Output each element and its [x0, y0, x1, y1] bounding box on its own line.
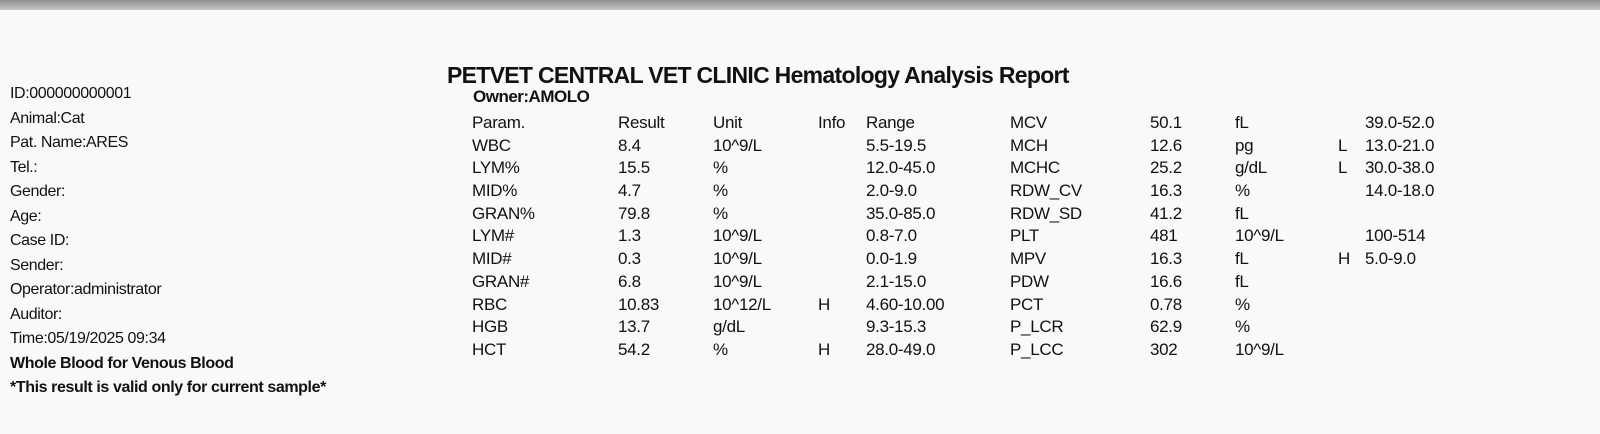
range-right: 30.0-38.0 [1365, 158, 1435, 178]
animal-type: Animal:Cat [10, 109, 85, 127]
table-row [0, 316, 1600, 339]
report-title: PETVET CENTRAL VET CLINIC Hematology Analysis Report [447, 62, 1069, 88]
unit-left: 10^9/L [713, 226, 762, 246]
mcv-param: MCV [1010, 113, 1047, 132]
param-left: HCT [472, 339, 507, 359]
validity-note: *This result is valid only for current sample* [10, 379, 326, 396]
range-right: 14.0-18.0 [1365, 181, 1435, 201]
param-left: WBC [472, 135, 511, 155]
range-left: 0.8-7.0 [866, 226, 917, 246]
auditor: Auditor: [10, 305, 62, 323]
unit-left: % [713, 339, 728, 359]
table-row [0, 225, 1600, 248]
flag-right: L [1338, 135, 1348, 155]
unit-right: g/dL [1235, 158, 1267, 178]
unit-left: 10^12/L [713, 294, 771, 314]
result-right: 0.78 [1150, 294, 1182, 314]
result-right: 16.6 [1150, 271, 1182, 291]
table-row [0, 271, 1600, 294]
operator: Operator:administrator [10, 281, 162, 298]
header-range: Range [866, 113, 915, 132]
mcv-unit: fL [1235, 113, 1249, 132]
unit-left: 10^9/L [713, 271, 762, 291]
range-right: 100-514 [1365, 226, 1426, 246]
result-left: 4.7 [618, 181, 641, 201]
age: Age: [10, 207, 42, 225]
flag-left: H [818, 339, 830, 359]
param-right: RDW_CV [1010, 181, 1082, 201]
range-left: 28.0-49.0 [866, 339, 936, 359]
result-right: 16.3 [1150, 249, 1182, 269]
param-right: MCHC [1010, 158, 1060, 178]
unit-left: g/dL [713, 317, 745, 337]
unit-right: 10^9/L [1235, 226, 1284, 246]
header-param: Param. [472, 113, 525, 132]
param-right: RDW_SD [1010, 203, 1082, 223]
results-table [0, 112, 1600, 362]
table-row [0, 248, 1600, 271]
patient-id: ID:000000000001 [10, 85, 132, 102]
mcv-result: 50.1 [1150, 113, 1182, 132]
result-left: 79.8 [618, 203, 650, 223]
result-left: 8.4 [618, 135, 641, 155]
table-row [0, 135, 1600, 158]
gender: Gender: [10, 183, 66, 200]
param-right: PCT [1010, 294, 1044, 314]
param-left: MID# [472, 249, 512, 269]
table-row [0, 157, 1600, 180]
unit-right: % [1235, 294, 1250, 314]
result-right: 12.6 [1150, 135, 1182, 155]
range-left: 0.0-1.9 [866, 249, 917, 269]
param-left: GRAN# [472, 271, 530, 291]
range-left: 2.0-9.0 [866, 181, 917, 201]
owner-name: Owner:AMOLO [473, 87, 590, 106]
patient-name: Pat. Name:ARES [10, 134, 129, 151]
unit-right: % [1235, 181, 1250, 201]
flag-left: H [818, 294, 830, 314]
sender: Sender: [10, 256, 64, 274]
param-left: GRAN% [472, 203, 535, 223]
param-right: MPV [1010, 249, 1046, 269]
unit-left: % [713, 181, 728, 201]
result-right: 41.2 [1150, 203, 1182, 223]
unit-right: pg [1235, 135, 1254, 155]
result-left: 13.7 [618, 317, 650, 337]
result-left: 10.83 [618, 294, 660, 314]
param-right: P_LCR [1010, 317, 1064, 337]
param-left: RBC [472, 294, 507, 314]
result-right: 302 [1150, 339, 1178, 359]
header-unit: Unit [713, 113, 743, 132]
param-right: PDW [1010, 271, 1049, 291]
telephone: Tel.: [10, 158, 38, 176]
unit-right: fL [1235, 249, 1249, 269]
header-result: Result [618, 113, 665, 132]
param-right: MCH [1010, 135, 1048, 155]
test-time: Time:05/19/2025 09:34 [10, 330, 166, 347]
table-row [0, 294, 1600, 317]
param-right: PLT [1010, 226, 1040, 246]
result-left: 6.8 [618, 271, 641, 291]
range-right: 5.0-9.0 [1365, 249, 1416, 269]
table-row [0, 180, 1600, 203]
flag-right: H [1338, 249, 1350, 269]
range-left: 12.0-45.0 [866, 158, 936, 178]
table-header-row [0, 112, 1600, 135]
unit-left: 10^9/L [713, 249, 762, 269]
result-left: 0.3 [618, 249, 641, 269]
case-id: Case ID: [10, 232, 70, 249]
param-left: MID% [472, 181, 518, 201]
result-left: 15.5 [618, 158, 650, 178]
unit-right: fL [1235, 203, 1249, 223]
table-row [0, 203, 1600, 226]
mcv-range: 39.0-52.0 [1365, 113, 1435, 132]
flag-right: L [1338, 158, 1348, 178]
param-right: P_LCC [1010, 339, 1064, 359]
range-right: 13.0-21.0 [1365, 135, 1435, 155]
unit-left: % [713, 158, 728, 178]
unit-left: % [713, 203, 728, 223]
unit-right: 10^9/L [1235, 339, 1284, 359]
param-left: HGB [472, 317, 508, 337]
result-left: 1.3 [618, 226, 641, 246]
header-info: Info [818, 113, 846, 132]
result-right: 481 [1150, 226, 1178, 246]
sample-type: Whole Blood for Venous Blood [10, 354, 234, 372]
unit-right: fL [1235, 271, 1249, 291]
param-left: LYM% [472, 158, 520, 178]
result-right: 16.3 [1150, 181, 1182, 201]
result-left: 54.2 [618, 339, 650, 359]
param-left: LYM# [472, 226, 514, 246]
table-row [0, 339, 1600, 362]
range-left: 9.3-15.3 [866, 317, 926, 337]
unit-left: 10^9/L [713, 135, 762, 155]
range-left: 5.5-19.5 [866, 135, 926, 155]
range-left: 4.60-10.00 [866, 294, 945, 314]
range-left: 35.0-85.0 [866, 203, 936, 223]
result-right: 25.2 [1150, 158, 1182, 178]
report-paper [0, 10, 1600, 434]
unit-right: % [1235, 317, 1250, 337]
range-left: 2.1-15.0 [866, 271, 926, 291]
result-right: 62.9 [1150, 317, 1182, 337]
